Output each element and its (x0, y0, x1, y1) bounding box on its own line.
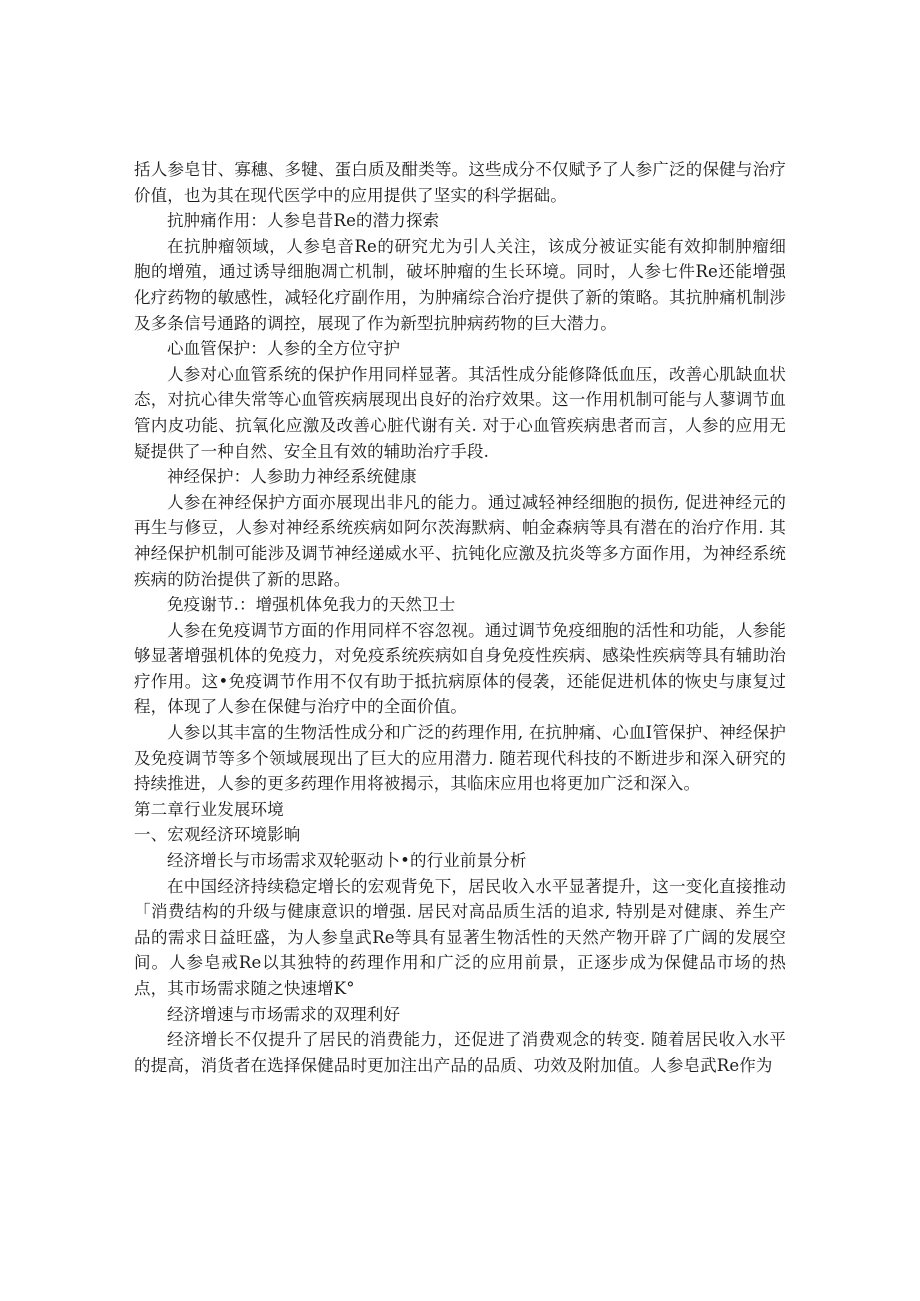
summary-paragraph: 人参以其丰富的生物活性成分和广泛的药理作用, 在抗肿痛、心血I管保护、神经保护及免疫调节等多个领域展现出了巨大的应用潜力. 随若现代科技的不断进步和深入研究的持续推进，人参的更多药理作用将被揭示，其临床应用也将更加广泛和深入。 (134, 723, 786, 794)
subsection-body-growth-demand: 在中国经济持续稳定增长的宏观背免下，居民收入水平显著提升，这一变化直接推动「消费结构的升级与健康意识的增强. 居民对高品质生活的追求, 特别是对健康、养生产品的需求日益旺盛，为人参皇武Re等具有显著生物活性的天然产物开辟了广阔的发展空间。人参皂戒Re以其独特的药理作用和广泛的应用前景，正逐步成为保健品市场的热点，其市场需求随之快速增K° (134, 876, 786, 998)
section-body-immune: 人参在免疫调节方面的作用同样不容忽视。通过调节免疫细胞的活性和功能，人参能够显著增强机体的免疫力，对免疫系统疾病如自身免疫性疾病、感染性疾病等具有辅助治疗作用。这•免疫调节作用不仅有助于抵抗病原体的侵袭，还能促进机体的恢史与康复过程，体现了人参在保健与治疗中的全面价值。 (134, 620, 786, 717)
intro-continuation-paragraph: 括人参皂甘、寡穗、多犍、蛋白质及酣类等。这些成分不仅赋予了人参广泛的保健与治疗价值，也为其在现代医学中的应用提供了坚实的科学据础。 (134, 160, 786, 205)
section-body-cardiovascular: 人参对心血管系统的保护作用同样显著。其活性成分能修降低血压，改善心肌缺血状态，对抗心律失常等心血管疾病展现出良好的治疗效果。这一作用机制可能与人蓼调节血管内皮功能、抗氧化应激及改善心脏代谢有关. 对于心血管疾病患者而言，人参的应用无疑提供了一种自然、安全且有效的辅助治疗手段. (134, 364, 786, 461)
subsection-heading-growth-demand: 经济增长与市场需求双轮驱动卜•的行业前景分析 (167, 851, 527, 871)
section-body-neuroprotection: 人参在神经保护方面亦展现出非凡的能力。通过减轻神经细胞的损伤, 促进神经元的再生与修豆，人参对神经系统疾病如阿尔茨海默病、帕金森病等具有潜在的治疗作用. 其神经保护机制可能涉及调节神经递威水平、抗钝化应激及抗炎等多方面作用，为神经系统疾病的防治提供了新的思路。 (134, 492, 786, 589)
chapter-title: 第二章行业发展环境 (134, 799, 284, 819)
section-heading-antitumor: 抗肿痛作用：人参皂昔Re的潜力探索 (167, 211, 440, 231)
subsection-heading-dual-benefit: 经济增速与市场需求的双理利好 (167, 1004, 401, 1024)
subsection-body-dual-benefit: 经济增长不仅提升了居民的消费能力，还促进了消费观念的转变. 随着居民收入水平的提高，消货者在选择保健品时更加注出产品的品质、功效及附加值。人参皂武Re作为 (134, 1030, 786, 1075)
section-heading-immune: 免疫谢节.：增强机体免我力的天然卫士 (167, 595, 456, 615)
subsection-title: 一、宏观经济环境影晌 (134, 825, 301, 845)
section-heading-neuroprotection: 神经保护：人参助力神经系统健康 (167, 467, 417, 487)
document-page (134, 157, 786, 1078)
section-body-antitumor: 在抗肿瘤领域，人参皂音Re的研究尤为引人关注，该成分被证实能有效抑制肿瘤细胞的增殖，通过诱导细胞凋亡机制，破坏肿瘤的生长环境。同时，人参七件Re还能增强化疗药物的敏感性，减轻化疗副作用，为肿痛综合治疗提供了新的策略。其抗肿痛机制涉及多条信号通路的调控，展现了作为新型抗肿病药物的巨大潜力。 (134, 236, 786, 333)
section-heading-cardiovascular: 心血管保护：人参的全方位守护 (167, 339, 401, 359)
